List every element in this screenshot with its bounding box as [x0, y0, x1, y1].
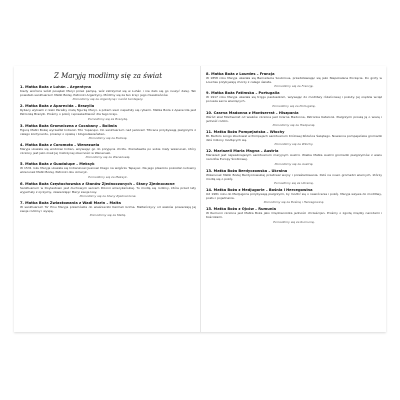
shrine-description: Maryja ukazała się wodzowi Indian, wzywając go do przyjęcia chrztu. Pozostawiła po sobie mały wizerunek, który czczony jest jako znak Jej matczynej obecności w Wenezueli. — [20, 147, 196, 155]
shrine-heading: 1. Matka Boża z Luhán – Argentyna — [20, 85, 92, 89]
shrine-entry — [20, 104, 196, 121]
prayer-intention: Pomodlimy się za Portugalię. — [272, 103, 316, 108]
shrine-entry — [20, 85, 196, 102]
shrine-heading: 7. Matka Boża Zwiastowania z Wadi Marin – Malta — [20, 200, 121, 205]
prayer-intention: Pomodlimy się za Argentynę i naród tamtejszy. — [72, 97, 144, 102]
shrine-heading: 9. Matka Boża Fatimska – Portugalia — [206, 91, 280, 96]
shrine-description: Figurę Matki Bożej wyrzeźbił Indianin Tito Yupanqui. Do sanktuarium nad jeziorem Titicaca przybywają pielgrzymi z całego kontynentu, prosząc o opiekę i błogosławieństwo. — [20, 127, 196, 136]
shrine-entry — [206, 130, 382, 147]
shrine-heading: 14. Matka Boża z Medjugorie – Bośnia i Hercegowina — [206, 187, 313, 192]
prayer-intention: Pomodlimy się za Wenezuelę. — [85, 155, 131, 160]
shrine-entry — [20, 201, 196, 218]
shrine-description: Od 1981 roku do Medjugorie przybywają pielgrzymi, by modlić się o nawrócenie i pokój. Maryja wzywa do modlitwy, postu i pojednania. — [206, 191, 382, 200]
shrine-heading: 11. Matka Boża Pompejańska – Włochy — [206, 129, 285, 134]
shrine-description: W 1858 roku Maryja ukazała się Bernadecie Soubirous, przedstawiając się jako Niepokalane Poczęcie. Do groty w Lourdes przybywają chorzy z całego świata. — [206, 76, 382, 84]
prayer-intention: Pomodlimy się za Hiszpanię. — [272, 123, 316, 128]
shrine-heading: 3. Matka Boża Gromniczna z Cocabany – Boliwia — [20, 123, 117, 128]
shrine-entry — [206, 91, 382, 108]
prayer-intention: Pomodlimy się za Meksyk. — [88, 174, 128, 179]
prayer-intention: Pomodlimy się za Austrię. — [274, 161, 314, 166]
shrine-description: Wizerunek Matki Bożej Berdyczowskiej przetrwał wojny i prześladowania. Dziś na nowo gromadzi wiernych, którzy modlą się o pokój. — [206, 172, 382, 181]
shrine-entry — [20, 124, 196, 141]
shrine-entry — [206, 169, 382, 186]
shrine-entry — [206, 149, 382, 166]
right-page — [206, 72, 382, 328]
shrine-entry — [20, 162, 196, 179]
shrine-description: Rybacy wyłowili z rzeki Paraíby małą figurkę Maryi, a potem sieci napełniły się rybami. Matka Boża z Aparecida jest Patronką Brazylii. Prośmy o pokój i sprawiedliwość dla tego kraju. — [20, 108, 196, 117]
shrine-description: Wśród skał Montserrat od wieków czczona jest Czarna Madonna, Patronka Katalonii. Pielgrzymi proszą Ją o wiarę i jedność rodzin. — [206, 114, 382, 123]
shrine-description: W Rumunii czczona jest Matka Boża jako Orędowniczka jedności chrześcijan. Prośmy o zgodę między narodami i Kościołami. — [206, 211, 382, 220]
shrine-entry — [206, 207, 382, 224]
prayer-intention: Pomodlimy się za Stany Zjednoczone. — [79, 193, 137, 198]
shrine-heading: 8. Matka Boża z Lourdes – Francja — [206, 72, 275, 76]
shrine-heading: 12. Mariazell Maria Magna – Austria — [206, 149, 279, 154]
left-page — [20, 72, 196, 328]
shrine-heading: 15. Matka Boża z Ojców – Rumunia — [206, 207, 277, 212]
shrine-heading: 6. Matka Boża Częstochowska z Stanów Zjednoczonych – Stany Zjednoczone — [20, 181, 175, 186]
shrine-description: Sanktuarium w Doylestown jest duchowym sercem Polonii amerykańskiej. Tu modlą się rodziny, które przed laty wyjechały z ojczyzny, zawierzając Maryi swoje losy. — [20, 185, 196, 194]
page-title: Z Maryją modlimy się za świat — [53, 72, 163, 80]
right-entry-list — [206, 72, 382, 225]
shrine-description: Kiedy woźnica wiózł posążek Maryi przez pampę, wóz zatrzymał się w Luhán i nie dało się go ruszyć dalej. Tak powstało sanktuarium Matki Bożej, Patronki Argentyny. Módlmy się za ten kraj i jego mieszkańców. — [20, 89, 196, 97]
shrine-description: W sanktuarium Ta' Pinu Maryja przemówiła do wieśniaczki Karmeli Grima. Maltańczycy od wieków powierzają Jej swoje rodziny i wyspę. — [20, 204, 196, 213]
shrine-heading: 2. Matka Boża z Aparecida – Brazylia — [20, 104, 95, 109]
shrine-entry — [206, 72, 382, 89]
left-entry-list — [20, 85, 196, 218]
prayer-intention: Pomodlimy się za Bośnię i Hercegowinę. — [263, 200, 325, 205]
prayer-intention: Pomodlimy się za Ukrainę. — [274, 180, 314, 185]
prayer-intention: Pomodlimy się za Włochy. — [274, 142, 314, 147]
shrine-description: W 1917 roku Maryja ukazała się trojgu pastuszkom, wzywając do modlitwy różańcowej i pokuty. Jej orędzie wciąż porusza serca wierzących. — [206, 95, 382, 104]
prayer-intention: Pomodlimy się za Brazylię. — [87, 116, 129, 121]
shrine-heading: 4. Matka Boża z Coromoto – Wenezuela — [20, 142, 100, 147]
prayer-intention: Pomodlimy się za Francję. — [274, 84, 314, 89]
book-spread — [14, 66, 386, 332]
shrine-description: Mariazell jest najważniejszym sanktuarium maryjnym Austrii. Wielka Matka Austrii gromadzi pielgrzymów z wielu narodów Europy Środkowej. — [206, 153, 382, 162]
prayer-intention: Pomodlimy się za Rumunię. — [273, 219, 315, 224]
shrine-description: Bł. Bartolo Longo zbudował w Pompejach sanktuarium Królowej Różańca Świętego. Nowenna pompejańska gromadzi dziś miliony modlących się. — [206, 134, 382, 142]
shrine-description: W 1531 roku Maryja ukazała się Indianinowi Juanowi Diego na wzgórzu Tepeyac. Na jego płaszczu pozostał cudowny wizerunek Matki Bożej, Patronki obu Ameryk. — [20, 166, 196, 175]
page-spine — [200, 66, 201, 332]
shrine-heading: 13. Matka Boża Berdyczowska – Ukraina — [206, 168, 288, 173]
shrine-heading: 5. Matka Boża z Guadalupe – Meksyk — [20, 162, 95, 167]
shrine-entry — [20, 182, 196, 199]
shrine-entry — [206, 188, 382, 205]
shrine-entry — [20, 143, 196, 160]
prayer-intention: Pomodlimy się za Boliwię. — [88, 136, 128, 141]
shrine-heading: 10. Czarna Madonna z Montserrat – Hiszpania — [206, 110, 299, 115]
prayer-intention: Pomodlimy się za Maltę. — [89, 213, 127, 218]
shrine-entry — [206, 111, 382, 128]
